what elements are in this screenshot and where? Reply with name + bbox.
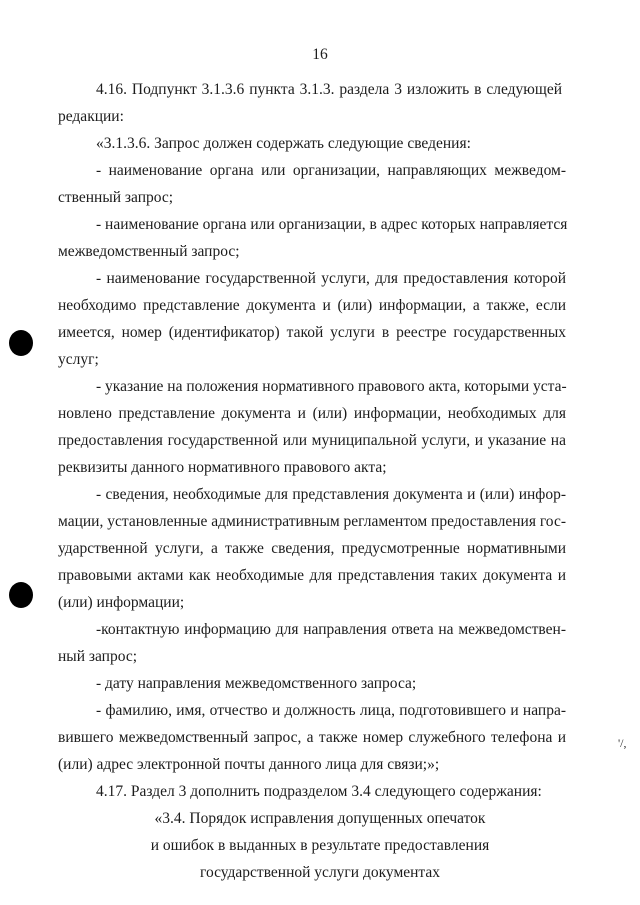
text-line: услуг; [58,351,99,368]
text-line: новлено представление документа и (или) информации, необходимых для [58,405,566,422]
text-line: (или) информации; [58,594,185,611]
text-line: - наименование государственной услуги, для предоставления которой [96,270,566,287]
text-line: 4.16. Подпункт 3.1.3.6 пункта 3.1.3. раздела 3 изложить в следующей [96,81,562,98]
punch-hole-top [9,330,33,356]
text-line: -контактную информацию для направления ответа на межведомствен- [96,621,566,638]
section-heading-line: «3.4. Порядок исправления допущенных опечаток [154,810,486,827]
text-line: 4.17. Раздел 3 дополнить подразделом 3.4 следующего содержания: [96,783,542,800]
text-line: ударственной услуги, а также сведения, предусмотренные нормативными [58,540,566,557]
text-line: - дату направления межведомственного запроса; [96,675,417,692]
text-line: - наименование органа или организации, направляющих межведом- [96,162,566,179]
text-line: - фамилию, имя, отчество и должность лица, подготовившего и напра- [96,702,566,719]
text-line: реквизиты данного нормативного правового акта; [58,459,387,476]
text-line: вившего межведомственный запрос, а также номер служебного телефона и [58,729,566,746]
text-line: имеется, номер (идентификатор) такой услуги в реестре государственных [58,324,566,341]
text-line: ственный запрос; [58,189,174,206]
text-line: мации, установленные административным регламентом предоставления гос- [58,513,566,530]
section-heading-line: государственной услуги документах [199,864,441,881]
text-line: предоставления государственной или муниципальной услуги, и указание на [58,432,566,449]
text-line: - указание на положения нормативного правового акта, которыми уста- [96,378,567,395]
scan-speck: '/, [618,736,627,750]
text-line: редакции: [58,108,124,125]
text-line: - наименование органа или организации, в адрес которых направляется [96,216,568,233]
text-line: - сведения, необходимые для представления документа и (или) инфор- [96,486,566,503]
text-line: правовыми актами как необходимые для представления таких документа и [58,567,566,584]
text-line: «3.1.3.6. Запрос должен содержать следующие сведения: [96,135,471,152]
text-line: межведомственный запрос; [58,243,240,260]
text-line: необходимо представление документа и (или) информации, а также, если [58,297,566,314]
text-line: (или) адрес электронной почты данного лица для связи;»; [58,756,440,773]
punch-hole-bottom [9,582,33,608]
page-number: 16 [312,46,328,63]
section-heading-line: и ошибок в выданных в результате предоставления [150,837,490,854]
text-line: ный запрос; [58,648,138,665]
